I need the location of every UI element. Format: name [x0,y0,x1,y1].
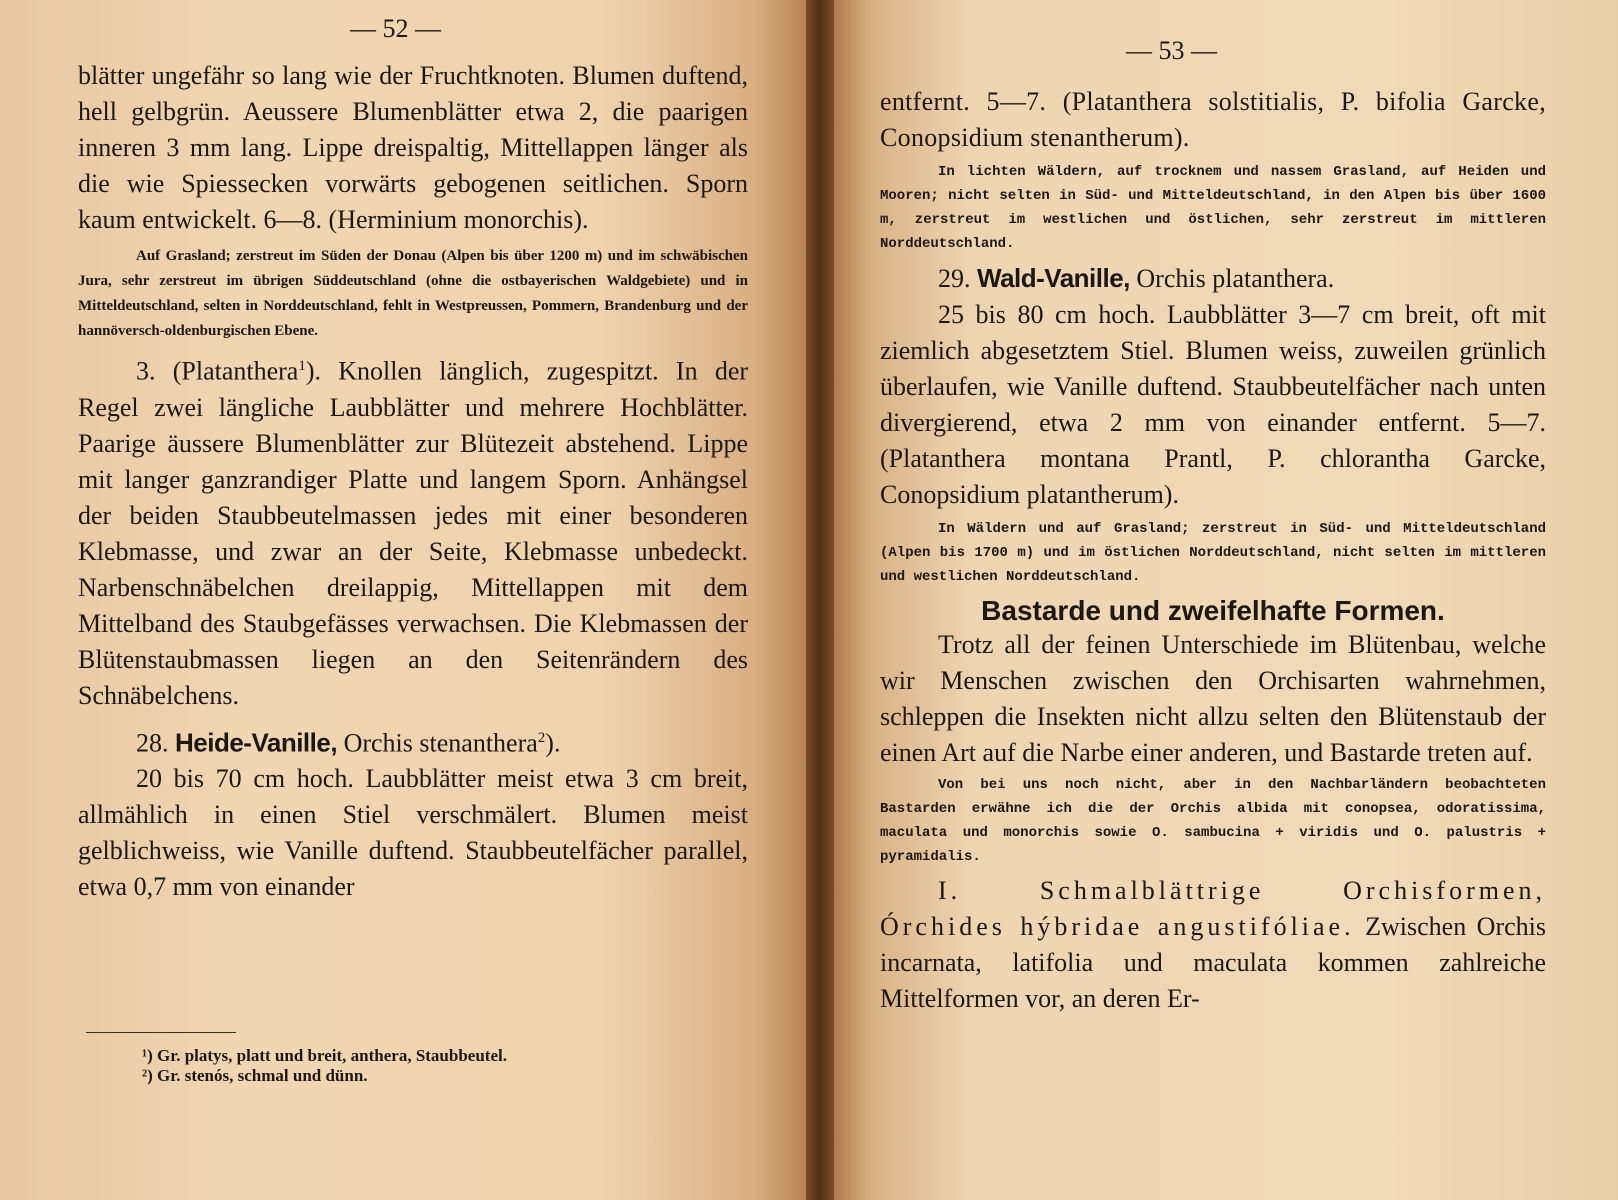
footnote-ref-1: 1 [298,358,306,374]
habitat-28: In lichten Wäldern, auf trocknem und nassem Grasland, auf Heiden und Mooren; nicht selten in Süd- und Mitteldeutschland, in den Alpen bis über 1600 m, zerstreut im westlichen und östlichen, sehr zerstreut im mittleren Norddeutschland. [880,164,1546,252]
species-28-latin: Orchis stenanthera [343,728,538,758]
right-page [834,0,1618,1200]
bastarde-paragraph: Trotz all der feinen Unterschiede im Blütenbau, welche wir Menschen zwischen den Orchisarten wahrnehmen, schleppen die Insekten nicht allzu selten den Blütenstaub der einen Art auf die Narbe einer anderen, und Bastarde treten auf. [880,630,1546,767]
footnote-1: ¹) Gr. platys, platt und breit, anthera, Staubbeutel. [142,1046,507,1065]
section-3-text: Knollen länglich, zugespitzt. In der Regel zwei längliche Laubblätter und mehrere Hochblätter. Paarige äussere Blumenblätter zur Blütezeit abstehend. Lippe mit langer ganzrandiger Platte und langem Sporn. Anhängsel der beiden Staubbeutelmassen jedes mit einer besonderen Klebmasse, und zwar an der Seite, Klebmasse unbedeckt. Narbenschnäbelchen dreilappig, Mittellappen mit dem Mittelband des Staubgefässes verwachsen. Die Klebmassen der Blütenstaubmassen liegen an den Seitenrändern des Schnäbelchens. [78,356,749,710]
bastarde-note: Von bei uns noch nicht, aber in den Nachbarländern beobachteten Bastarden erwähne ich die der Orchis albida mit conopsea, odoratissima, maculata und monorchis sowie O. sambucina + viridis und O. palustris + pyramidalis. [880,777,1546,865]
species-28-close: ). [545,728,561,758]
species-29-description: 25 bis 80 cm hoch. Laubblätter 3—7 cm breit, oft mit ziemlich abgesetztem Stiel. Blumen weiss, zuweilen grünlich überlaufen, wie Vanille duftend. Staubbeutelfächer nach unten divergierend, etwa 2 mm von einander entfernt. 5—7. (Platanthera montana Prantl, P. chlorantha Garcke, Conopsidium platantherum). [880,300,1546,509]
habitat-note: Auf Grasland; zerstreut im Süden der Donau (Alpen bis über 1200 m) und im schwäbischen Jura, sehr zerstreut im übrigen Süddeutschland (ohne die ostbayerischen Waldgebiete) und in Mitteldeutschland, selten in Norddeutschland, fehlt in Westpreussen, Pommern, Brandenburg und der hannöversch-oldenburgischen Ebene. [78,248,748,339]
continuation-paragraph: entfernt. 5—7. (Platanthera solstitialis, P. bifolia Garcke, Conopsidium stenantherum). [880,87,1546,152]
left-page [0,0,806,1200]
section-3 [78,348,748,714]
species-29-heading [880,260,1546,297]
page-number-right: — 53 — [1126,36,1217,65]
section-3-lead: 3. (Platanthera [136,356,299,386]
species-29-latin: Orchis platanthera. [1136,264,1335,293]
species-28-description: 20 bis 70 cm hoch. Laubblätter meist etwa 3 cm breit, allmählich in einen Stiel verschmälert. Blumen meist gelblichweiss, wie Vanille duftend. Staubbeutelfächer parallel, etwa 0,7 mm von einander [78,764,748,902]
section-I-text: Zwischen Orchis incarnata, latifolia und maculata kommen zahlreiche Mittelformen vor, an deren Er- [880,912,1547,1013]
habitat-29: In Wäldern und auf Grasland; zerstreut in Süd- und Mitteldeutschland (Alpen bis 1700 m) und im östlichen Norddeutschland, nicht selten im mittleren und westlichen Norddeutschland. [880,521,1546,585]
species-29-name: Wald-Vanille, [977,263,1130,293]
section-I-lead: I. Schmalblättrige Orchisformen, Órchides hýbridae angustifóliae. [880,876,1546,941]
species-29-number: 29. [938,264,971,293]
section-3-close: ). [305,356,322,386]
footnote-2: ²) Gr. stenós, schmal und dünn. [142,1066,368,1085]
intro-paragraph: blätter ungefähr so lang wie der Fruchtknoten. Blumen duftend, hell gelbgrün. Aeussere Blumenblätter etwa 2, die paarigen inneren 3 mm lang. Lippe dreispaltig, Mittellappen länger als die wie Spiessecken vorwärts gebogenen seitlichen. Sporn kaum entwickelt. 6—8. (Herminium monorchis). [78,61,748,234]
book-gutter [806,0,834,1200]
section-I [880,873,1546,1017]
bastarde-heading: Bastarde und zweifelhafte Formen. [981,595,1445,626]
species-28-number: 28. [136,728,169,758]
species-28-name: Heide-Vanille, [175,727,338,758]
footnote-divider [86,1032,236,1033]
species-28-heading [78,720,748,762]
page-number-left: — 52 — [350,14,441,43]
footnote-ref-2: 2 [537,729,546,746]
